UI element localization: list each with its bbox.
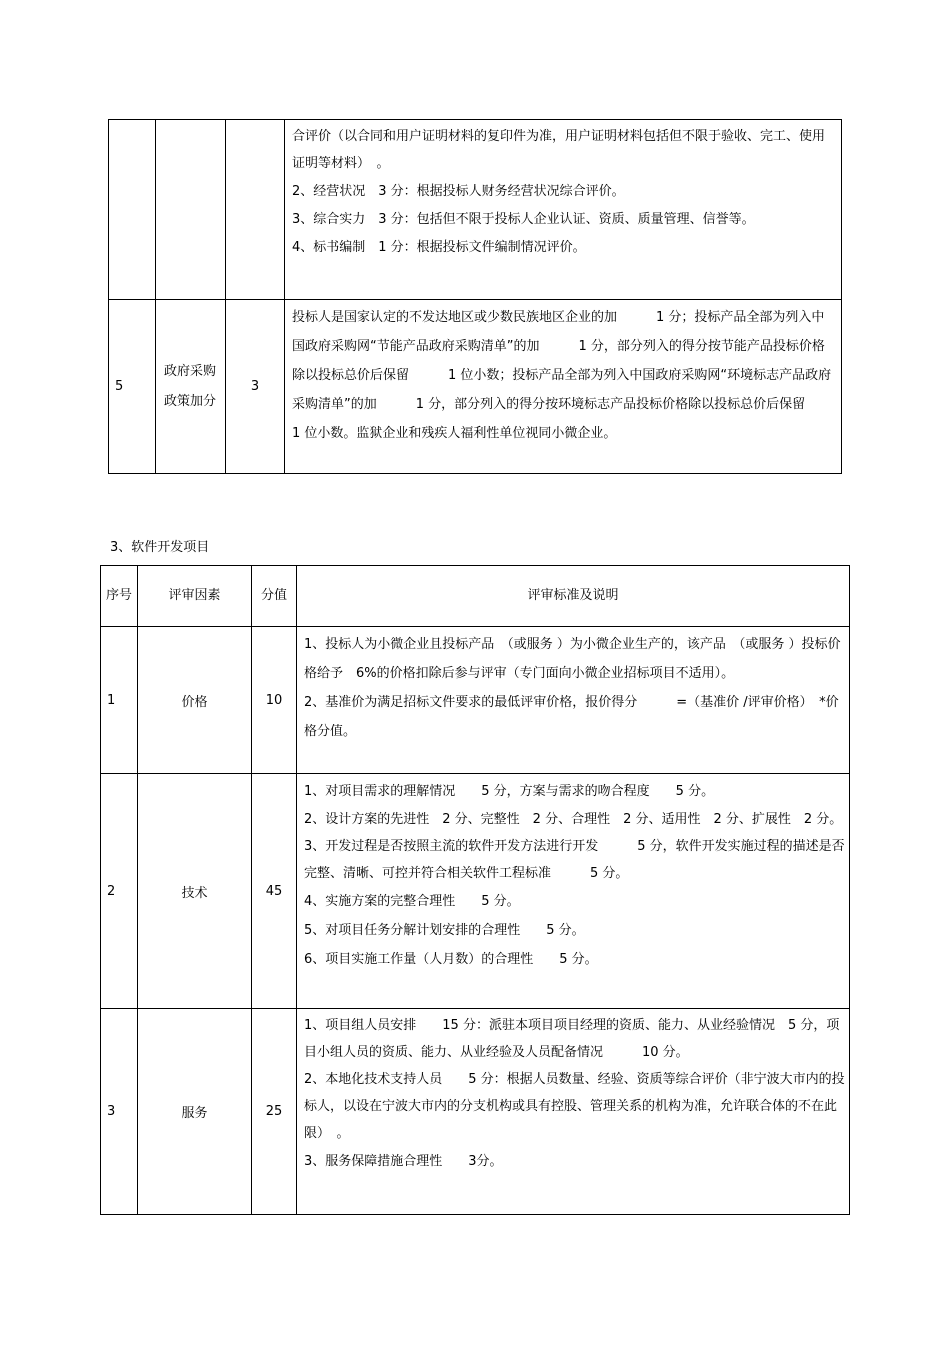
header-factor: 评审因素 xyxy=(138,566,252,627)
header-criteria: 评审标准及说明 xyxy=(297,566,850,627)
table-row xyxy=(101,774,850,1009)
evaluation-factor: 价格 xyxy=(138,627,252,774)
table-row xyxy=(101,627,850,774)
evaluation-factor: 服务 xyxy=(138,1009,252,1215)
score-value xyxy=(226,120,285,300)
criteria-line: 3、开发过程是否按照主流的软件开发方法进行开发 5 分，软件开发实施过程的描述是否完整、清晰、可控并符合相关软件工程标准 5 分。 xyxy=(304,839,845,881)
row-number xyxy=(109,120,156,300)
table-row xyxy=(101,1009,850,1215)
criteria-line: 3、综合实力 3 分：包括但不限于投标人企业认证、资质、质量管理、信誉等。 xyxy=(292,212,755,227)
table-row xyxy=(109,300,842,474)
header-no: 序号 xyxy=(101,566,138,627)
criteria-line: 投标人是国家认定的不发达地区或少数民族地区企业的加 1 分；投标产品全部为列入中国政府采购网“节能产品政府采购清单”的加 1 分，部分列入的得分按节能产品投标价格除以投标总价后保留 1 位小数；投标产品全部为列入中国政府采购网“环境标志产品政府采购清单”的加 1 分，部分列入的得分按环境标志产品投标价格除以投标总价后保留 1 位小数。监狱企业和残疾人福利性单位视同小微企业。 xyxy=(292,310,845,441)
software-project-evaluation-table xyxy=(100,565,850,1215)
table-header-row xyxy=(101,566,850,627)
score-value: 3 xyxy=(226,300,285,474)
criteria-line: 6、项目实施工作量（人月数）的合理性 5 分。 xyxy=(304,952,598,967)
score-value: 25 xyxy=(252,1009,297,1215)
evaluation-factor: 技术 xyxy=(138,774,252,1009)
criteria-line: 1、对项目需求的理解情况 5 分，方案与需求的吻合程度 5 分。 xyxy=(304,784,715,799)
criteria-cell xyxy=(285,300,845,474)
evaluation-factor: 政府采购政策加分 xyxy=(156,300,226,474)
criteria-line: 合评价（以合同和用户证明材料的复印件为准，用户证明材料包括但不限于验收、完工、使用证明等材料） 。 xyxy=(292,129,826,171)
criteria-line: 2、基准价为满足招标文件要求的最低评审价格，报价得分 =（基准价 /评审价格） *价格分值。 xyxy=(304,695,839,739)
section-title: 3、软件开发项目 xyxy=(110,540,210,555)
criteria-line: 1、项目组人员安排 15 分：派驻本项目项目经理的资质、能力、从业经验情况 5 分，项目小组人员的资质、能力、从业经验及人员配备情况 10 分。 xyxy=(304,1018,840,1060)
criteria-cell xyxy=(297,1009,850,1215)
criteria-line: 2、本地化技术支持人员 5 分：根据人员数量、经验、资质等综合评价（非宁波大市内的投标人，以设在宁波大市内的分支机构或具有控股、管理关系的机构为准，允许联合体的不在此限） 。 xyxy=(304,1072,845,1141)
row-number: 1 xyxy=(101,627,138,774)
score-value: 10 xyxy=(252,627,297,774)
criteria-line: 1、投标人为小微企业且投标产品 （或服务 ）为小微企业生产的，该产品 （或服务 ）投标价格给予 6%的价格扣除后参与评审（专门面向小微企业招标项目不适用）。 xyxy=(304,637,841,681)
evaluation-table-continued xyxy=(108,119,845,474)
criteria-cell xyxy=(297,627,850,774)
row-number: 3 xyxy=(101,1009,138,1215)
row-number: 5 xyxy=(109,300,156,474)
header-score: 分值 xyxy=(252,566,297,627)
score-value: 45 xyxy=(252,774,297,1009)
row-number: 2 xyxy=(101,774,138,1009)
criteria-line: 3、服务保障措施合理性 3分。 xyxy=(304,1154,503,1169)
criteria-line: 2、经营状况 3 分：根据投标人财务经营状况综合评价。 xyxy=(292,184,625,199)
table-row xyxy=(109,120,842,300)
criteria-cell xyxy=(297,774,850,1009)
evaluation-factor xyxy=(156,120,226,300)
criteria-line: 4、标书编制 1 分：根据投标文件编制情况评价。 xyxy=(292,240,586,255)
criteria-cell xyxy=(285,120,842,300)
criteria-line: 5、对项目任务分解计划安排的合理性 5 分。 xyxy=(304,923,585,938)
criteria-line: 4、实施方案的完整合理性 5 分。 xyxy=(304,894,520,909)
criteria-line: 2、设计方案的先进性 2 分、完整性 2 分、合理性 2 分、适用性 2 分、扩展性 2 分。 xyxy=(304,812,843,827)
